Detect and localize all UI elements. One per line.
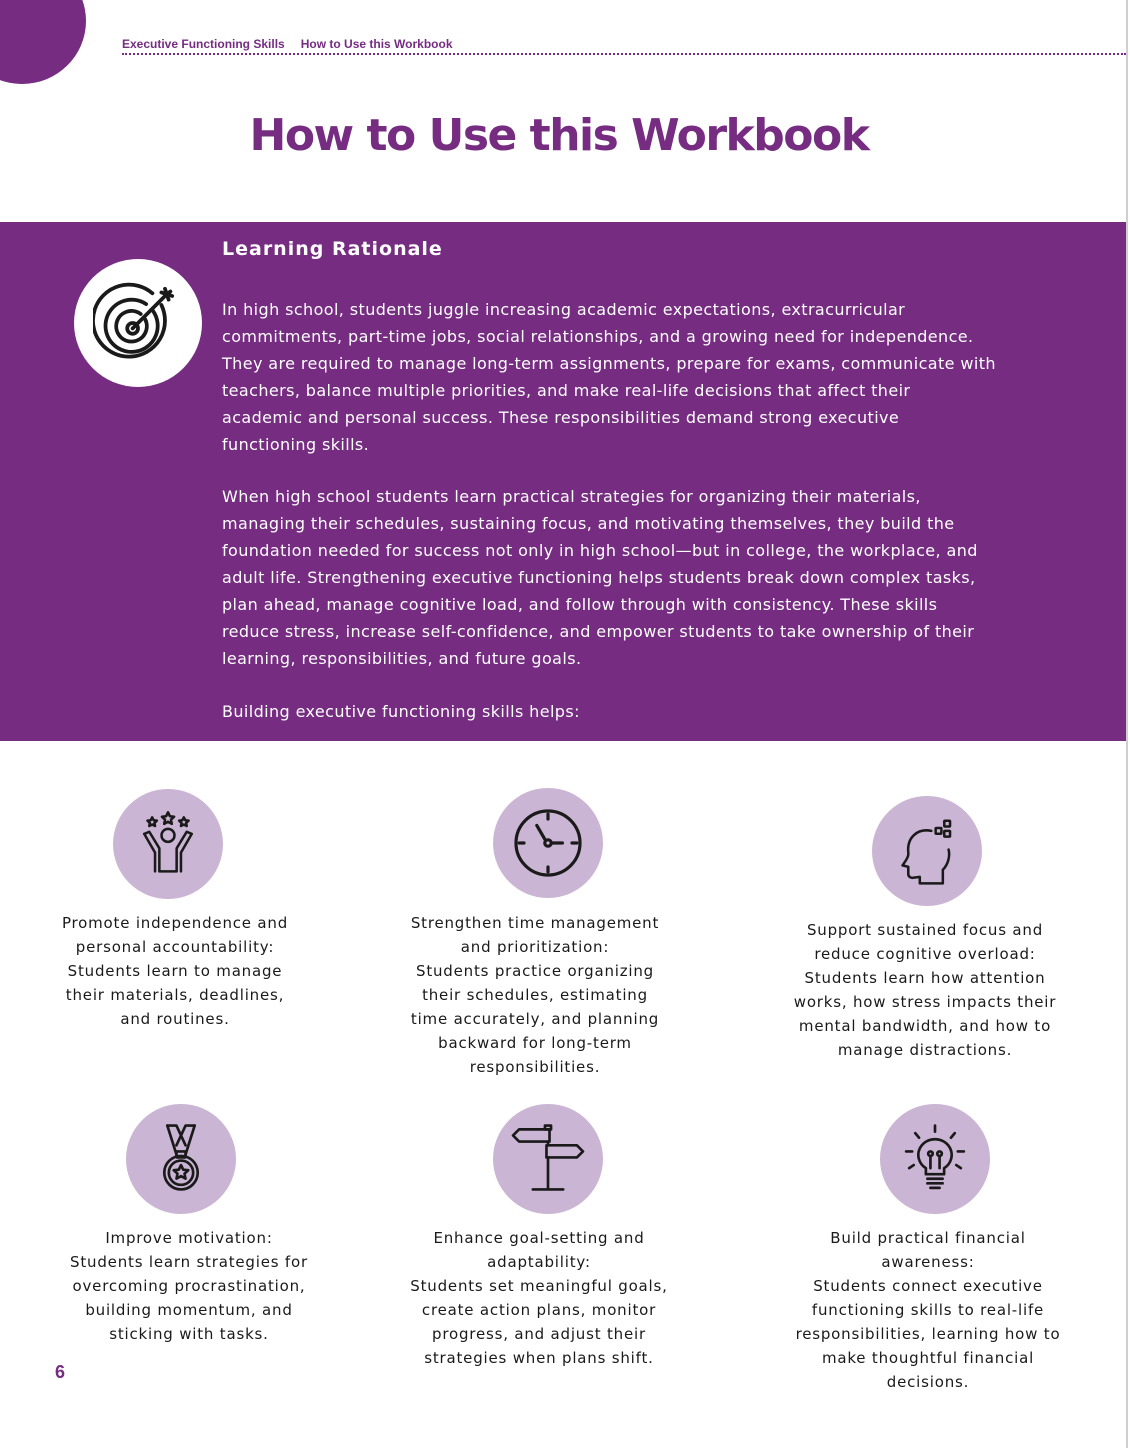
paragraph-line: learning, responsibilities, and future goals. [222, 649, 582, 668]
lightbulb-icon [897, 1121, 973, 1197]
benefit-icon-badge [872, 796, 982, 906]
benefit-description [25, 911, 325, 1031]
benefit-line: Strengthen time management [410, 914, 660, 932]
benefit-line: functioning skills to real-life [811, 1301, 1045, 1319]
benefit-line: Students practice organizing [416, 962, 654, 980]
benefit-line: Students learn strategies for [70, 1253, 308, 1271]
paragraph-line: plan ahead, manage cognitive load, and follow through with consistency. These skills [222, 595, 938, 614]
benefit-line: Build practical financial [830, 1229, 1026, 1247]
benefit-icon-badge [113, 789, 223, 899]
paragraph-line: In high school, students juggle increasing academic expectations, extracurricular [222, 300, 906, 319]
benefit-line: and prioritization: [460, 938, 610, 956]
benefit-line: Students set meaningful goals, [410, 1277, 668, 1295]
benefit-line: awareness: [881, 1253, 975, 1271]
benefit-line: Improve motivation: [105, 1229, 273, 1247]
benefit-line: responsibilities. [469, 1058, 601, 1076]
benefit-line: responsibilities, learning how to [795, 1325, 1061, 1343]
paragraph-line: teachers, balance multiple priorities, and make real-life decisions that affect their [222, 381, 911, 400]
benefit-line: Students learn how attention [804, 969, 1046, 987]
benefit-line: their materials, deadlines, [65, 986, 285, 1004]
benefit-line: adaptability: [487, 1253, 591, 1271]
paragraph-line: academic and personal success. These responsibilities demand strong executive [222, 408, 900, 427]
paragraph-line: functioning skills. [222, 435, 370, 454]
clock-icon [508, 803, 588, 883]
benefit-line: Support sustained focus and [806, 921, 1044, 939]
benefit-line: Promote independence and [61, 914, 289, 932]
target-icon-badge [74, 259, 202, 387]
rationale-paragraph-1 [222, 296, 1092, 458]
benefit-line: overcoming procrastination, [72, 1277, 306, 1295]
benefit-line: Students learn to manage [67, 962, 283, 980]
benefit-line: sticking with tasks. [109, 1325, 269, 1343]
header-section-label: Executive Functioning Skills [122, 37, 285, 51]
benefit-line: Enhance goal-setting and [433, 1229, 645, 1247]
signpost-icon [510, 1121, 586, 1197]
benefit-line: reduce cognitive overload: [814, 945, 1036, 963]
benefit-description [778, 1226, 1078, 1394]
rationale-paragraph-2 [222, 483, 1092, 672]
benefit-icon-badge [126, 1104, 236, 1214]
paragraph-line: commitments, part-time jobs, social relationships, and a growing need for independence. [222, 327, 974, 346]
section-heading: Learning Rationale [222, 238, 443, 260]
paragraph-line: When high school students learn practical strategies for organizing their materials, [222, 487, 921, 506]
medal-icon [143, 1121, 219, 1197]
paragraph-line: They are required to manage long-term assignments, prepare for exams, communicate with [222, 354, 996, 373]
benefit-line: mental bandwidth, and how to [798, 1017, 1052, 1035]
page-title: How to Use this Workbook [249, 110, 869, 161]
benefit-line: personal accountability: [75, 938, 275, 956]
benefit-line: strategies when plans shift. [424, 1349, 654, 1367]
benefit-line: progress, and adjust their [432, 1325, 646, 1343]
benefit-description [389, 1226, 689, 1370]
benefit-line: decisions. [886, 1373, 970, 1391]
head-thinking-icon [891, 815, 963, 887]
benefit-icon-badge [493, 788, 603, 898]
celebrating-person-icon [132, 808, 204, 880]
benefit-line: create action plans, monitor [421, 1301, 657, 1319]
benefit-line: Students connect executive [813, 1277, 1043, 1295]
rationale-lead-in [222, 698, 1092, 725]
benefit-line: manage distractions. [837, 1041, 1013, 1059]
benefit-line: their schedules, estimating [422, 986, 648, 1004]
lead-in-text: Building executive functioning skills helps: [222, 702, 580, 721]
benefit-line: and routines. [120, 1010, 230, 1028]
benefit-line: make thoughtful financial [821, 1349, 1035, 1367]
page-number: 6 [55, 1362, 66, 1382]
target-icon [93, 278, 183, 368]
benefit-line: building momentum, and [85, 1301, 293, 1319]
benefit-line: time accurately, and planning [410, 1010, 660, 1028]
benefit-description [385, 911, 685, 1079]
paragraph-line: managing their schedules, sustaining focus, and motivating themselves, they build the [222, 514, 955, 533]
benefit-line: works, how stress impacts their [793, 993, 1057, 1011]
benefit-icon-badge [880, 1104, 990, 1214]
running-header [122, 37, 1126, 55]
benefit-description [775, 918, 1075, 1062]
benefit-line: backward for long-term [438, 1034, 632, 1052]
paragraph-line: foundation needed for success not only in high school—but in college, the workplace, and [222, 541, 978, 560]
paragraph-line: adult life. Strengthening executive functioning helps students break down complex tasks, [222, 568, 976, 587]
paragraph-line: reduce stress, increase self-confidence, and empower students to take ownership of their [222, 622, 975, 641]
header-page-label: How to Use this Workbook [300, 37, 453, 51]
benefit-description [39, 1226, 339, 1346]
benefit-icon-badge [493, 1104, 603, 1214]
